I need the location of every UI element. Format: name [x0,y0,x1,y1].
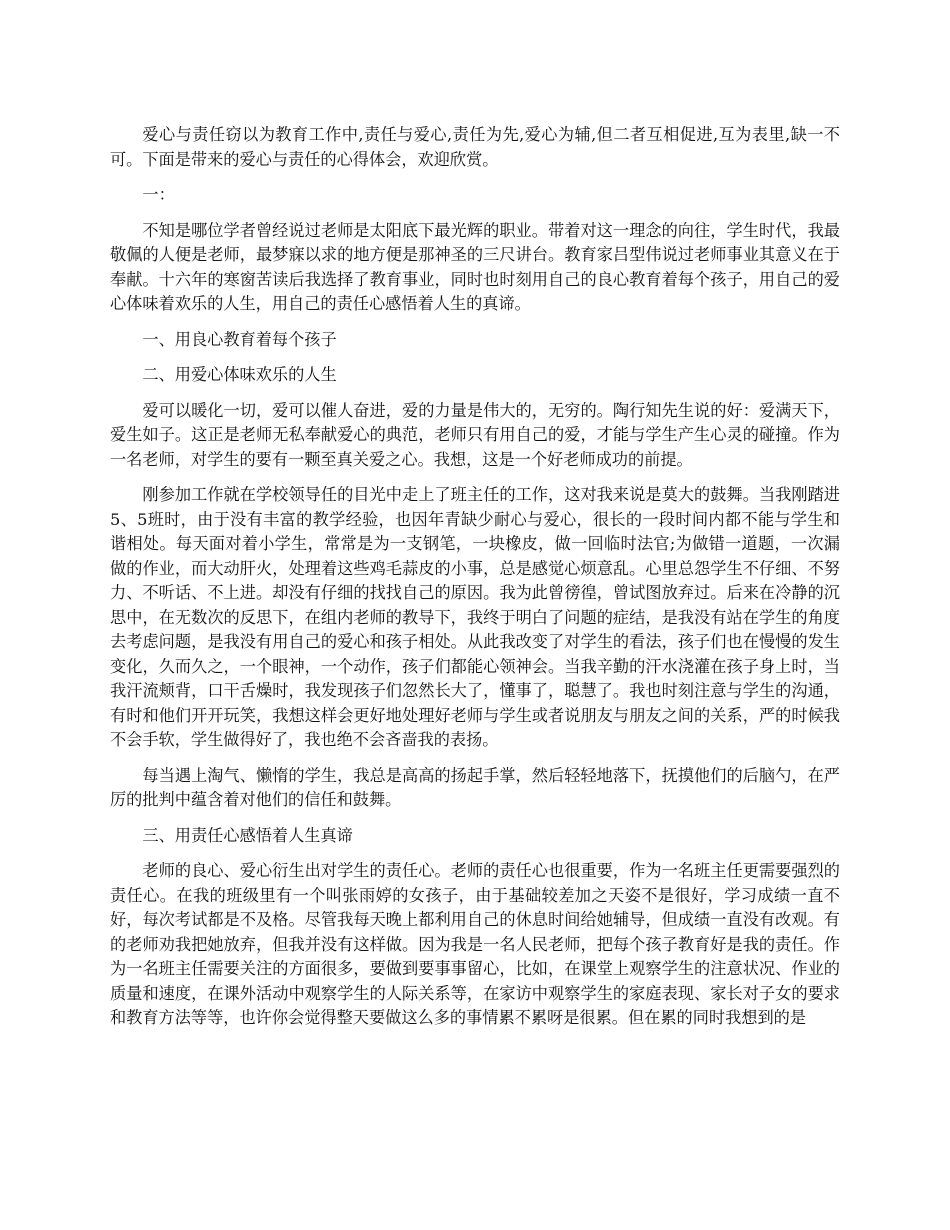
heading-two: 二、用爱心体味欢乐的人生 [142,365,337,384]
body-paragraph: 不知是哪位学者曾经说过老师是太阳底下最光辉的职业。带着对这一理念的向往，学生时代，我最敬佩的人便是老师，最梦寐以求的地方便是那神圣的三尺讲台。教育家吕型伟说过老师事业其意义在于奉献。十六年的寒窗苦读后我选择了教育事业，同时也时刻用自己的良心教育着每个孩子，用自己的爱心体味着欢乐的人生，用自己的责任心感悟着人生的真谛。 [110,220,840,313]
document-body [110,123,840,1042]
body-paragraph: 老师的良心、爱心衍生出对学生的责任心。老师的责任心也很重要，作为一名班主任更需要强烈的责任心。在我的班级里有一个叫张雨婷的女孩子，由于基础较差加之天姿不是很好，学习成绩一直不好，每次考试都是不及格。尽管我每天晚上都利用自己的休息时间给她辅导，但成绩一直没有改观。有的老师劝我把她放弃，但我并没有这样做。因为我是一名人民老师，把每个孩子教育好是我的责任。作为一名班主任需要关注的方面很多，要做到要事事留心，比如，在课堂上观察学生的注意状况、作业的质量和速度，在课外活动中观察学生的人际关系等，在家访中观察学生的家庭表现、家长对子女的要求和教育方法等等，也许你会觉得整天要做这么多的事情累不累呀是很累。但在累的同时我想到的是 [110,861,840,1027]
body-paragraph: 每当遇上淘气、懒惰的学生，我总是高高的扬起手掌，然后轻轻地落下，抚摸他们的后脑勺，在严厉的批判中蕴含着对他们的信任和鼓舞。 [110,765,840,809]
section-marker: 一： [142,185,175,204]
body-paragraph: 爱可以暖化一切，爱可以催人奋进，爱的力量是伟大的，无穷的。陶行知先生说的好：爱满天下，爱生如子。这正是老师无私奉献爱心的典范，老师只有用自己的爱，才能与学生产生心灵的碰撞。作为一名老师，对学生的要有一颗至真关爱之心。我想，这是一个好老师成功的前提。 [110,400,840,469]
heading-one: 一、用良心教育着每个孩子 [142,329,337,349]
heading-three: 三、用责任心感悟着人生真谛 [142,825,353,845]
body-paragraph: 刚参加工作就在学校领导任的目光中走上了班主任的工作，这对我来说是莫大的鼓舞。当我刚踏进5、5班时，由于没有丰富的教学经验，也因年青缺少耐心与爱心，很长的一段时间内都不能与学生和谐相处。每天面对着小学生，常常是为一支钢笔，一块橡皮，做一回临时法官;为做错一道题，一次漏做的作业，而大动肝火，处理着这些鸡毛蒜皮的小事，总是感觉心烦意乱。心里总怨学生不仔细、不努力、不听话、不上进。却没有仔细的找找自己的原因。我为此曾徬徨，曾试图放弃过。后来在冷静的沉思中，在无数次的反思下，在组内老师的教导下，我终于明白了问题的症结，是我没有站在学生的角度去考虑问题，是我没有用自己的爱心和孩子相处。从此我改变了对学生的看法，孩子们也在慢慢的发生变化，久而久之，一个眼神，一个动作，孩子们都能心领神会。当我辛勤的汗水浇灌在孩子身上时，当我汗流颊背，口干舌燥时，我发现孩子们忽然长大了，懂事了，聪慧了。我也时刻注意与学生的沟通，有时和他们开开玩笑，我想这样会更好地处理好老师与学生或者说朋友与朋友之间的关系，严的时候我不会手软，学生做得好了，我也绝不会吝啬我的表扬。 [110,485,840,749]
intro-paragraph: 爱心与责任窃以为教育工作中,责任与爱心,责任为先,爱心为辅,但二者互相促进,互为表里,缺一不可。下面是带来的爱心与责任的心得体会，欢迎欣赏。 [110,125,840,169]
